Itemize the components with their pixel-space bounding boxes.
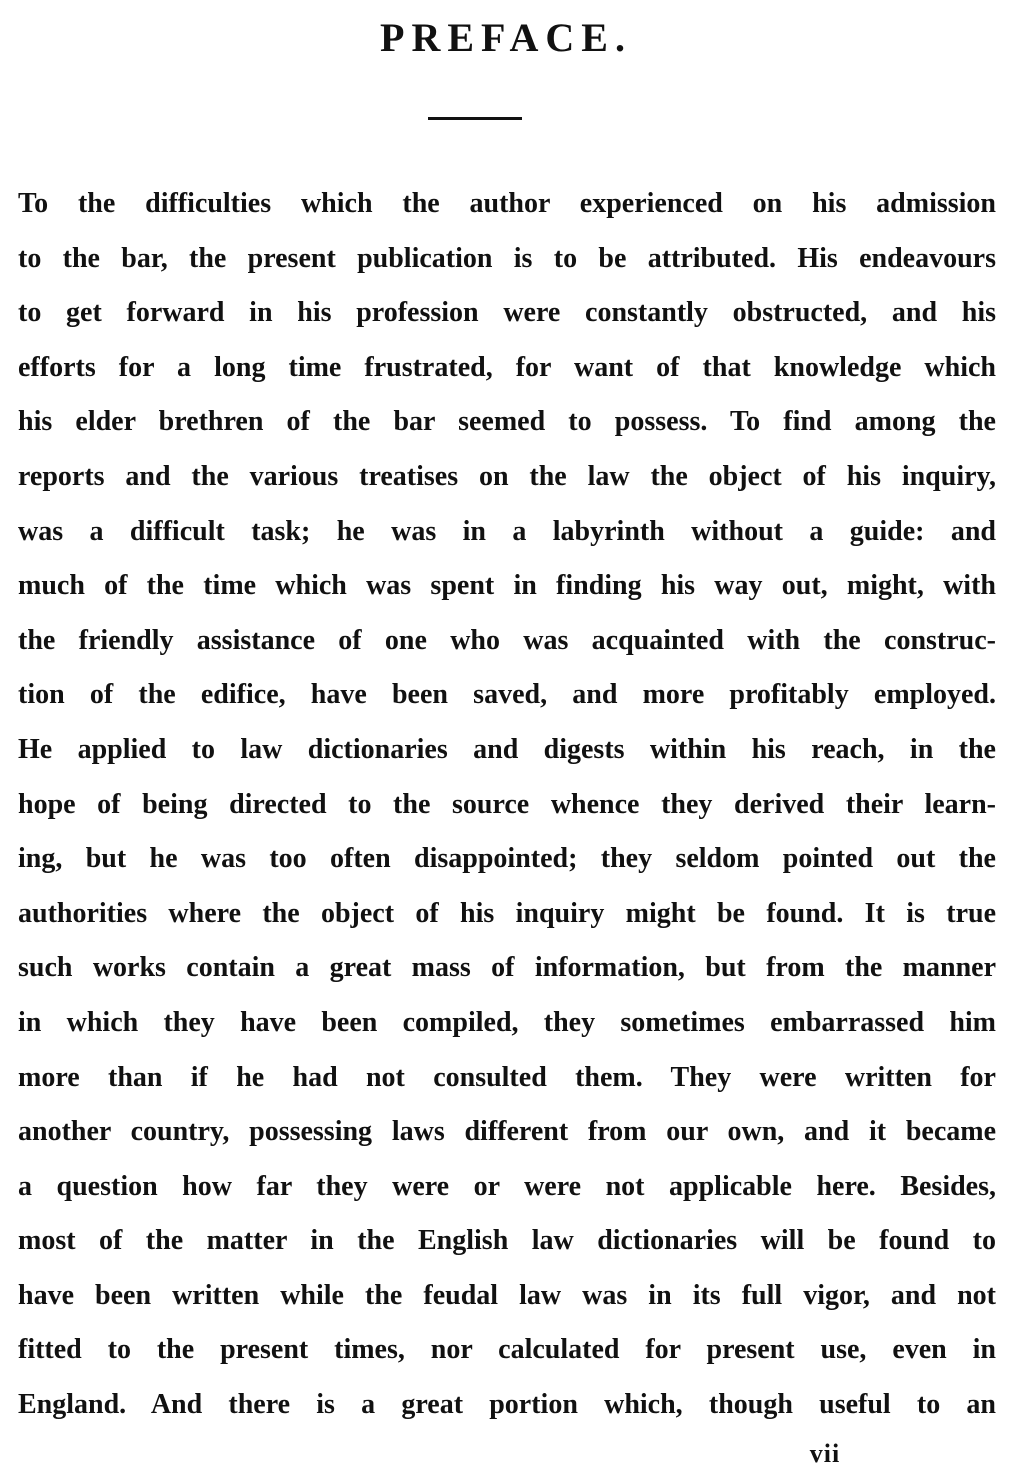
text-line: have been written while the feudal law was in its full vigor, and not [18,1279,996,1311]
text-line: He applied to law dictionaries and digests within his reach, in the [18,733,996,765]
preface-body [18,177,996,1433]
text-line: to get forward in his profession were constantly obstructed, and his [18,297,996,329]
text-line: such works contain a great mass of information, but from the manner [18,952,996,984]
title-rule [428,117,522,120]
text-line: To the difficulties which the author experienced on his admission [18,188,996,219]
text-line: authorities where the object of his inquiry might be found. It is true [18,897,996,929]
text-line: England. And there is a great portion which, though useful to an [18,1389,996,1421]
text-line: a question how far they were or were not applicable here. Besides, [18,1170,996,1202]
text-line: fitted to the present times, nor calculated for present use, even in [18,1334,996,1366]
text-line: to the bar, the present publication is to be attributed. His endeavours [18,242,996,274]
text-line: most of the matter in the English law dictionaries will be found to [18,1225,996,1257]
text-line: the friendly assistance of one who was acquainted with the construc- [18,624,996,656]
text-line: ing, but he was too often disappointed; they seldom pointed out the [18,843,996,875]
text-line: efforts for a long time frustrated, for want of that knowledge which [18,351,996,383]
text-line: his elder brethren of the bar seemed to possess. To find among the [18,406,996,438]
text-line: hope of being directed to the source whence they derived their learn- [18,788,996,820]
text-line: another country, possessing laws different from our own, and it became [18,1116,996,1148]
text-line: reports and the various treatises on the law the object of his inquiry, [18,460,996,492]
page-number: vii [809,1439,841,1468]
text-line: in which they have been compiled, they sometimes embarrassed him [18,1006,996,1038]
text-line: much of the time which was spent in finding his way out, might, with [18,570,996,602]
text-line: more than if he had not consulted them. They were written for [18,1061,996,1093]
text-line: was a difficult task; he was in a labyrinth without a guide: and [18,515,996,547]
text-line: tion of the edifice, have been saved, and more profitably employed. [18,679,996,711]
page-title: PREFACE. [380,15,632,60]
